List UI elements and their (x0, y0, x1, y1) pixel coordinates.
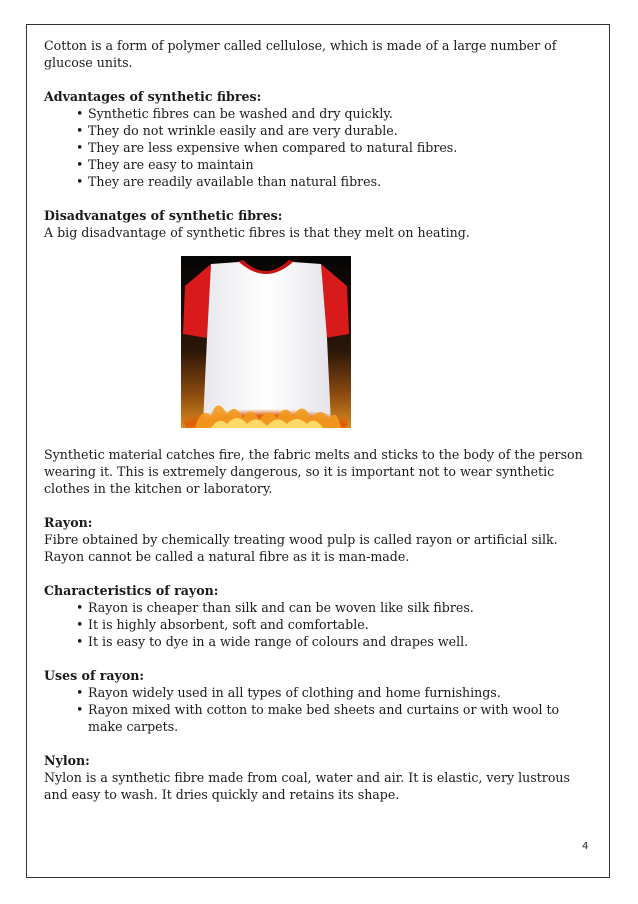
uses-list (44, 684, 596, 735)
fire-paragraph: Synthetic material catches fire, the fabric melts and sticks to the body of the person wearing it. This is extremely dangerous, so it is important not to wear synthetic clothes in the kitchen or laboratory. (44, 447, 583, 496)
nylon-heading: Nylon: (44, 753, 90, 768)
list-item: • Rayon widely used in all types of clothing and home furnishings. (44, 684, 596, 701)
uses-heading: Uses of rayon: (44, 668, 145, 683)
document-body (44, 37, 596, 803)
disadvantages-heading: Disadvanatges of synthetic fibres: (44, 208, 283, 223)
characteristics-heading: Characteristics of rayon: (44, 583, 219, 598)
list-item: • They are readily available than natural fibres. (44, 173, 596, 190)
rayon-paragraph: Fibre obtained by chemically treating wood pulp is called rayon or artificial silk. Rayon cannot be called a natural fibre as it is man-made. (44, 532, 558, 564)
burning-tshirt-figure (181, 256, 351, 428)
characteristics-list (44, 599, 596, 650)
page-number: 4 (582, 841, 589, 852)
list-item: • Synthetic fibres can be washed and dry quickly. (44, 105, 596, 122)
burning-tshirt-icon (181, 256, 351, 428)
disadvantages-paragraph: A big disadvantage of synthetic fibres is that they melt on heating. (44, 225, 470, 240)
list-item: • They do not wrinkle easily and are very durable. (44, 122, 596, 139)
nylon-paragraph: Nylon is a synthetic fibre made from coal, water and air. It is elastic, very lustrous and easy to wash. It dries quickly and retains its shape. (44, 770, 570, 802)
list-item: • Rayon mixed with cotton to make bed sheets and curtains or with wool to make carpets. (44, 701, 596, 735)
rayon-heading: Rayon: (44, 515, 93, 530)
list-item: • It is easy to dye in a wide range of colours and drapes well. (44, 633, 596, 650)
list-item: • Rayon is cheaper than silk and can be woven like silk fibres. (44, 599, 596, 616)
advantages-heading: Advantages of synthetic fibres: (44, 89, 262, 104)
advantages-list (44, 105, 596, 190)
intro-paragraph: Cotton is a form of polymer called cellulose, which is made of a large number of glucose units. (44, 38, 557, 70)
list-item: • It is highly absorbent, soft and comfortable. (44, 616, 596, 633)
list-item: • They are less expensive when compared to natural fibres. (44, 139, 596, 156)
list-item: • They are easy to maintain (44, 156, 596, 173)
